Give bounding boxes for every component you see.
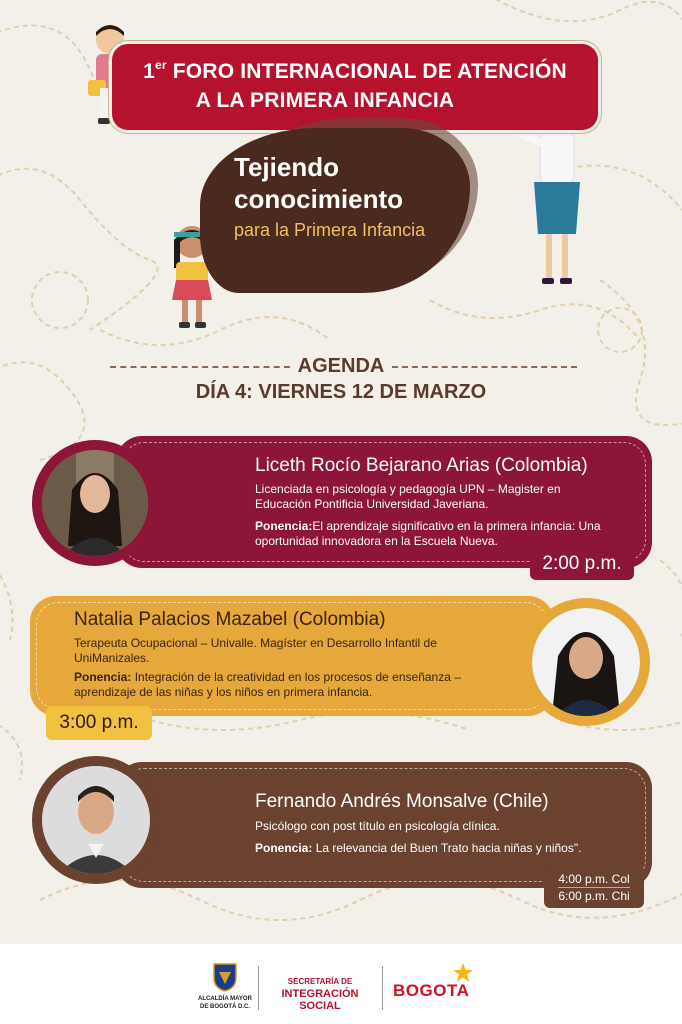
event-title-line1: 1er FORO INTERNACIONAL DE ATENCIÓN — [143, 58, 567, 83]
speaker-time-2: 3:00 p.m. — [46, 706, 152, 740]
secretaria-label-line2: INTEGRACIÓN SOCIAL — [281, 988, 359, 1012]
speaker-name-1: Liceth Rocío Bejarano Arias (Colombia) — [255, 455, 588, 476]
alcaldia-label-line1: ALCALDÍA MAYOR — [198, 996, 252, 1002]
secretaria-label-line1: SECRETARÍA DE — [287, 977, 353, 986]
alcaldia-label-line2: DE BOGOTÁ D.C. — [199, 1004, 250, 1010]
agenda-title: AGENDA — [297, 355, 385, 377]
speaker-photo-2 — [532, 608, 640, 716]
star-icon — [452, 962, 474, 984]
speaker-photo-1 — [42, 450, 148, 556]
bogota-coat-of-arms-icon — [212, 962, 238, 992]
speaker-time-3-chi: 6:00 p.m. Chi — [558, 889, 630, 903]
speaker-time-3 — [544, 866, 644, 908]
speaker-name-3: Fernando Andrés Monsalve (Chile) — [255, 791, 549, 812]
speaker-talk-1: Ponencia:El aprendizaje significativo en la primera infancia: Una oportunidad innovadora en la Escuela Nueva. — [255, 519, 601, 548]
bogota-logo-text: BOGOTA — [393, 981, 470, 1000]
tagline-line1: Tejiendo — [234, 152, 339, 182]
speaker-talk-3: Ponencia: La relevancia del Buen Trato hacia niñas y niños". — [255, 841, 582, 855]
footer-separator-1 — [258, 966, 259, 1010]
speaker-description-2: Terapeuta Ocupacional – Univalle. Magíster en Desarrollo Infantil de UniManizales. — [74, 636, 437, 665]
speaker-talk-2: Ponencia: Integración de la creatividad en los procesos de enseñanza – aprendizaje de las niñas y los niños en primera infancia. — [74, 670, 461, 699]
event-title-line2: A LA PRIMERA INFANCIA — [195, 89, 455, 112]
speaker-description-3: Psicólogo con post título en psicología clínica. — [255, 819, 500, 833]
speaker-description-1: Licenciada en psicología y pedagogía UPN – Magister en Educación Pontificia Universidad Javeriana. — [255, 482, 561, 511]
speaker-time-1: 2:00 p.m. — [530, 548, 634, 580]
tagline-line2: conocimiento — [234, 184, 404, 214]
speaker-photo-3 — [42, 766, 150, 874]
speaker-name-2: Natalia Palacios Mazabel (Colombia) — [74, 609, 386, 630]
tagline-line3: para la Primera Infancia — [234, 220, 426, 240]
footer-separator-2 — [382, 966, 383, 1010]
speaker-time-3-col: 4:00 p.m. Col — [558, 872, 630, 886]
agenda-day: DÍA 4: VIERNES 12 DE MARZO — [195, 381, 487, 403]
